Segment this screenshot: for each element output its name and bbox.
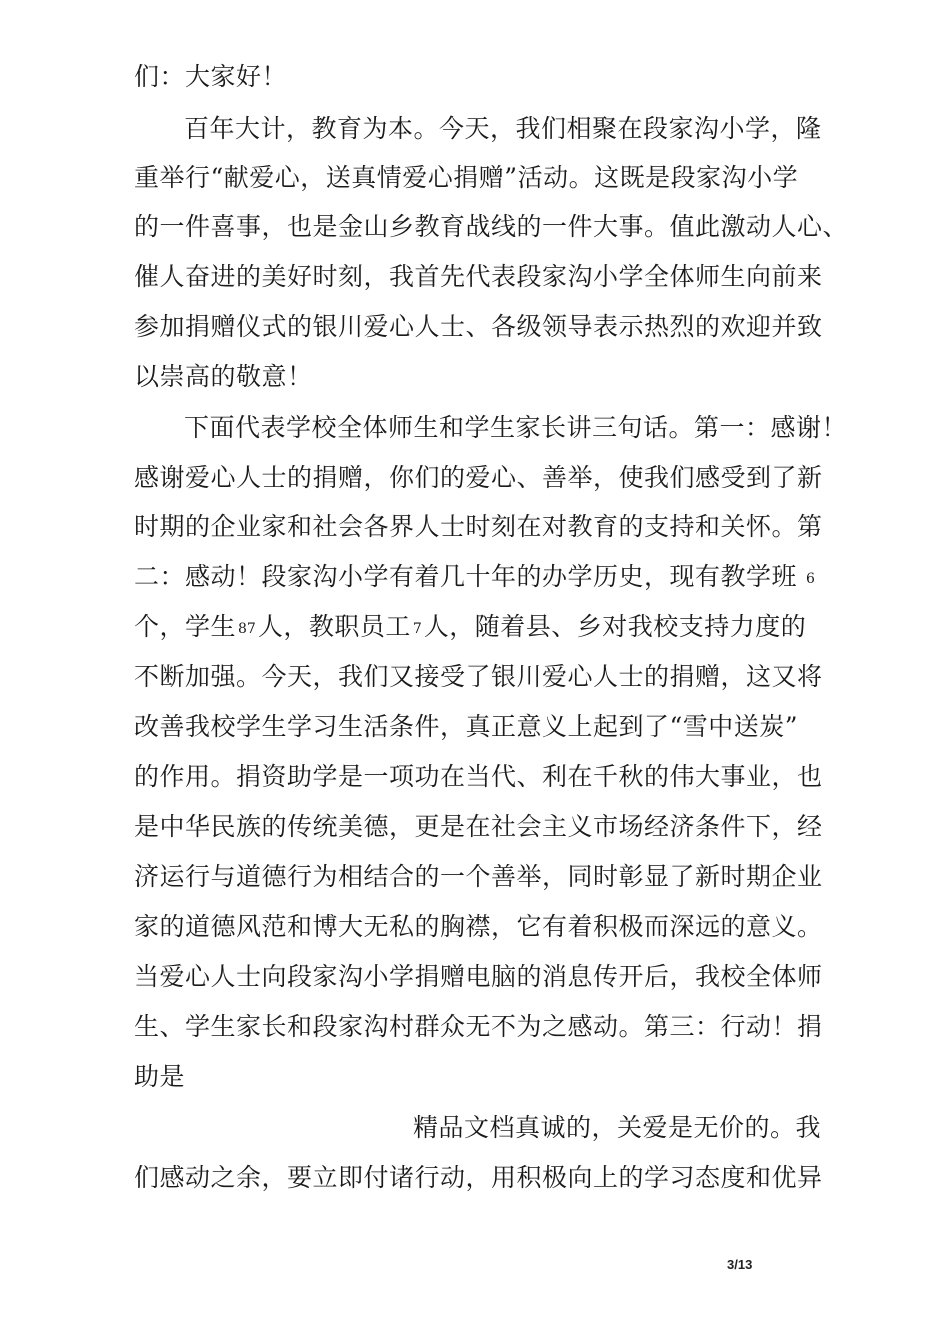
text-line: 参加捐赠仪式的银川爱心人士、各级领导表示热烈的欢迎并致 — [134, 312, 823, 341]
text-line: 二：感动！段家沟小学有着几十年的办学历史，现有教学班 — [134, 562, 798, 591]
class-count-value: 6 — [806, 570, 815, 587]
text-segment: 人，随着县、乡对我校支持力度的 — [423, 612, 807, 641]
text-line — [134, 612, 806, 644]
text-line: 精品文档真诚的，关爱是无价的。我 — [413, 1113, 822, 1142]
text-line: 们：大家好！ — [134, 62, 288, 91]
text-segment: 人，教职员工 — [257, 612, 411, 641]
student-count: 87 — [238, 620, 256, 637]
text-line: 不断加强。今天，我们又接受了银川爱心人士的捐赠，这又将 — [134, 662, 823, 691]
text-line: 们感动之余，要立即付诸行动，用积极向上的学习态度和优异 — [134, 1163, 823, 1192]
text-line: 时期的企业家和社会各界人士时刻在对教育的支持和关怀。第 — [134, 512, 823, 541]
text-line: 以崇高的敬意！ — [134, 362, 313, 391]
page-number: 3/13 — [727, 1257, 753, 1272]
staff-count: 7 — [412, 620, 422, 637]
text-line: 当爱心人士向段家沟小学捐赠电脑的消息传开后，我校全体师 — [134, 962, 823, 991]
text-line: 催人奋进的美好时刻，我首先代表段家沟小学全体师生向前来 — [134, 262, 823, 291]
text-line: 济运行与道德行为相结合的一个善举，同时彰显了新时期企业 — [134, 862, 823, 891]
class-count — [804, 562, 817, 594]
text-line: 生、学生家长和段家沟村群众无不为之感动。第三：行动！捐 — [134, 1012, 823, 1041]
text-line: 助是 — [134, 1062, 186, 1091]
text-line: 感谢爱心人士的捐赠，你们的爱心、善举，使我们感受到了新 — [134, 463, 823, 492]
text-line: 的一件喜事，也是金山乡教育战线的一件大事。值此激动人心、 — [134, 212, 849, 241]
text-line: 重举行“献爱心，送真情爱心捐赠”活动。这既是段家沟小学 — [134, 163, 799, 192]
text-line: 的作用。捐资助学是一项功在当代、利在千秋的伟大事业，也 — [134, 762, 823, 791]
text-line: 改善我校学生学习生活条件，真正意义上起到了“雪中送炭” — [134, 712, 799, 741]
paragraph-start: 下面代表学校全体师生和学生家长讲三句话。第一：感谢！ — [184, 413, 848, 442]
text-segment: 个，学生 — [134, 612, 237, 641]
text-line: 是中华民族的传统美德，更是在社会主义市场经济条件下，经 — [134, 812, 823, 841]
paragraph-start: 百年大计，教育为本。今天，我们相聚在段家沟小学，隆 — [184, 114, 822, 143]
text-line: 家的道德风范和博大无私的胸襟，它有着积极而深远的意义。 — [134, 912, 823, 941]
